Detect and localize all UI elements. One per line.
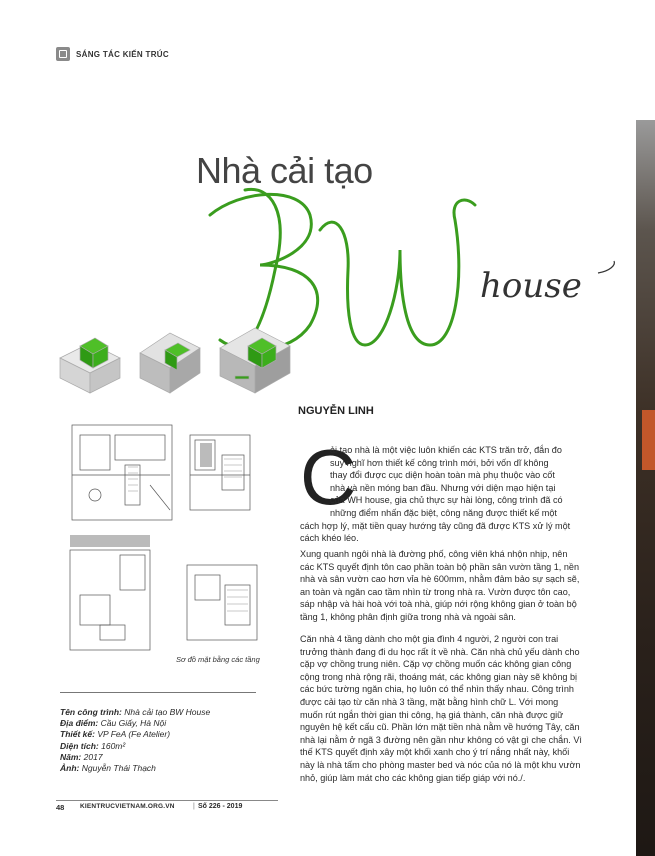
- credit-row: Năm: 2017: [60, 751, 103, 762]
- para1-line-1: ải tạo nhà là một việc luôn khiến các KTS trăn trở, đắn đo: [330, 445, 562, 455]
- plans-caption: Sơ đồ mặt bằng các tầng: [176, 655, 260, 664]
- article-paragraph-2: Xung quanh ngôi nhà là đường phố, công viên khá nhộn nhịp, nên các KTS quyết định tôn cao phần toàn bộ phần sân vườn tầng 1, nền nhà và sân vườn cao hơn vỉa hè 600mm, nhằm đảm bảo sự sạch sẽ, an toàn và ngăn cao tầm nhìn từ trong nhà ra. Vườn được tôn cao, sáp nhập và hài hoà với toà nhà, giúp nới rộng không gian ở toàn bộ tầng 1, không phân định giữa trong nhà và ngoài sân.: [300, 549, 580, 622]
- credit-row: Ảnh: Nguyễn Thái Thạch: [60, 763, 156, 774]
- credit-row: Diện tích: 160m²: [60, 740, 126, 751]
- footer-divider: [56, 800, 278, 801]
- title-line1: Nhà cải tạo: [196, 150, 373, 191]
- footer-issue: Số 226 - 2019: [198, 803, 243, 810]
- page-number: 48: [56, 803, 65, 812]
- project-credits: [60, 707, 210, 774]
- para1-line-6: những điểm nhấn đặc biệt, công năng được thiết kế một: [330, 507, 557, 518]
- author-name: NGUYỄN LINH: [298, 405, 374, 417]
- footer-separator: |: [193, 803, 195, 810]
- credit-row: Thiết kế: VP FeA (Fe Atelier): [60, 729, 171, 740]
- floor-plans-image: [50, 395, 290, 675]
- credits-divider: [60, 692, 256, 693]
- credit-row: Địa điểm: Cầu Giấy, Hà Nội: [60, 718, 167, 729]
- title-house-script: [470, 255, 620, 315]
- para1-line-3: thay đổi được cục diện hoàn toàn mà phụ thuộc vào cốt: [330, 470, 555, 481]
- para1-line-5: của WH house, gia chủ thực sự hài lòng, công trình đã có: [330, 495, 563, 506]
- para1-tail: cách hợp lý, mặt tiền quay hướng tây cũng đã được KTS xử lý một cách khéo léo.: [300, 520, 571, 544]
- article-paragraph-3: Căn nhà 4 tầng dành cho một gia đình 4 người, 2 người con trai trưởng thành đang đi du học rất ít về nhà. Căn nhà chủ yếu dành cho cặp vợ chồng trung niên. Cặp vợ chồng muốn các không gian công cộng trong nhà rộng rãi, thoáng mát, các không gian này sẽ không bị các bức tường ngăn chia, họ luôn có thể nhìn thấy nhau. Công trình được cải tạo từ căn nhà 3 tầng, mặt bằng hình chữ L. Với mong muốn rút ngắn thời gian thi công, hạ giá thành, căn nhà được giữ nguyên hệ kết cấu cũ. Phần lớn mặt tiền nhà nằm về hướng Tây, căn nhà lại nằm ở ngã 3 đường nên gần như không có vật gì che chắn. Vì thế KTS quyết định xây một khối xanh cho ý trí nắng nhất này, khối này là nhà tấm cho phòng master bed và nóc của nó là một khu vườn nhỏ, giúp làm mát cho các không gian tiếp giáp với nó./.: [300, 634, 582, 783]
- footer-site: KIENTRUCVIETNAM.ORG.VN: [80, 803, 175, 810]
- para1-line-4: nhà và nền móng ban đầu. Nhưng với diện mạo hiện tại: [330, 482, 556, 493]
- credit-row: Tên công trình: Nhà cải tạo BW House: [60, 707, 211, 717]
- para1-line-2: suy nghĩ hơn thiết kế công trình mới, bởi vốn dĩ không: [330, 457, 549, 468]
- massing-models-image: [50, 308, 350, 398]
- article-paragraph-1: [300, 444, 582, 545]
- svg-text:C: C: [300, 433, 357, 521]
- adjacent-page-photo: [636, 120, 655, 856]
- title-house-text: house: [480, 266, 582, 306]
- section-label: SÁNG TÁC KIẾN TRÚC: [76, 50, 169, 59]
- section-logo-icon: [56, 47, 70, 61]
